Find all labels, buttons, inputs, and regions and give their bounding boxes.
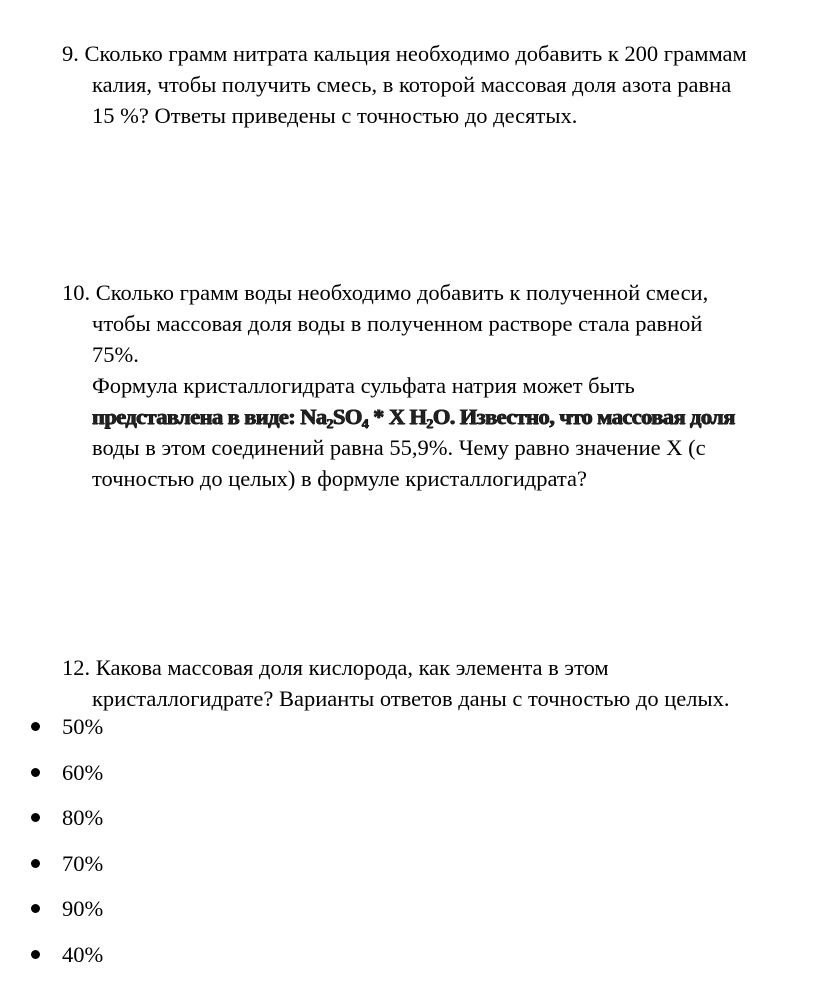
bullet-icon (31, 904, 40, 913)
formula-subscript-3: 2 (426, 417, 433, 432)
question-9-line-2: калия, чтобы получить смесь, в которой массовая доля азота равна (92, 72, 732, 97)
question-9-line-3: 15 %? Ответы приведены с точностью до десятых. (92, 103, 578, 128)
bullet-icon (31, 859, 40, 868)
question-12-line-2: кристаллогидрате? Варианты ответов даны с точностью до целых. (92, 686, 730, 711)
question-10-line-3: 75%. (92, 342, 139, 367)
answer-option-label: 40% (62, 941, 104, 967)
answer-option-label: 80% (62, 805, 104, 830)
answer-option[interactable] (28, 848, 103, 894)
formula-subscript-1: 2 (326, 417, 333, 432)
formula-suffix: . Известно, что массовая доля (449, 404, 735, 429)
bullet-icon (31, 768, 40, 777)
question-10-line-6: воды в этом соединений равна 55,9%. Чему равно значение X (с (92, 435, 706, 460)
question-10-line-2: чтобы массовая доля воды в полученном растворе стала равной (92, 311, 703, 336)
formula-part-3: O (432, 404, 450, 429)
bullet-icon (31, 722, 40, 731)
question-9-text-1: Сколько грамм нитрата кальция необходимо добавить к 200 граммам (84, 41, 747, 66)
formula-prefix: представлена в виде: Na (92, 404, 327, 429)
question-12 (62, 652, 807, 714)
question-9-line-1 (62, 38, 807, 69)
question-10-number: 10. (62, 280, 91, 305)
answer-options-list (28, 711, 103, 984)
answer-option[interactable] (28, 711, 103, 757)
question-10 (62, 277, 807, 494)
question-10-line-4: Формула кристаллогидрата сульфата натрия может быть (92, 373, 635, 398)
bullet-icon (31, 813, 40, 822)
question-10-formula-line (62, 401, 807, 432)
question-12-number: 12. (62, 655, 91, 680)
formula-subscript-2: 4 (361, 417, 369, 432)
question-10-line-7: точностью до целых) в формуле кристаллогидрата? (92, 466, 587, 491)
answer-option[interactable] (28, 757, 103, 803)
question-10-text-1: Сколько грамм воды необходимо добавить к полученной смеси, (95, 280, 709, 305)
question-12-text-1: Какова массовая доля кислорода, как элемента в этом (95, 655, 609, 680)
answer-option-label: 70% (62, 850, 104, 876)
formula-part-2: * X H (368, 404, 427, 429)
answer-option-label: 60% (62, 759, 104, 785)
answer-option[interactable] (28, 893, 103, 939)
formula-part-1: SO (332, 404, 362, 429)
question-12-line-1 (62, 652, 807, 683)
question-10-line-1 (62, 277, 807, 308)
answer-option-label: 50% (62, 714, 104, 739)
bullet-icon (31, 950, 40, 959)
answer-option-label: 90% (62, 896, 104, 921)
answer-option[interactable] (28, 939, 103, 985)
answer-option[interactable] (28, 802, 103, 848)
question-9 (62, 38, 807, 131)
question-9-number: 9. (62, 41, 79, 66)
